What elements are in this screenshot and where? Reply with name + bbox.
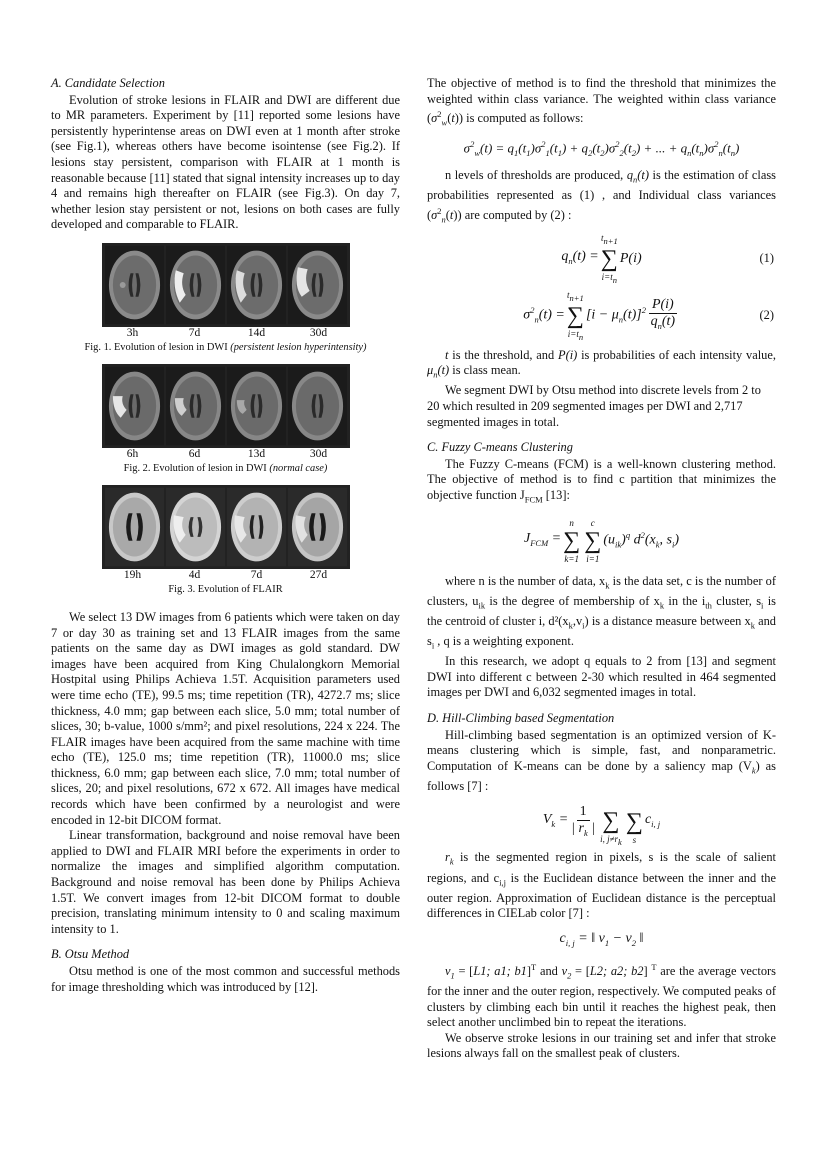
preprocessing-paragraph: Linear transformation, background and noise removal have been applied to DWI and FLAIR MRI before the experiments in order to normalize the images and simplified algorithm computation. Background and noise removal has been done by Philips Achieva 1.5T. We convert images from 12-bit DICOM format to double precision, translating minimum intensity to 0 and scaling maximum intensity to 1. (51, 828, 400, 936)
figure-1-images (102, 243, 350, 327)
equation-1-number: (1) (759, 250, 774, 265)
fcm-definitions-paragraph: where n is the number of data, $x_k$ is the data set, c is the number of clusters, $u_{ik}$ is the degree of membership of $x_k$ in the $i_{th}$ cluster, $s_i$ is the centroid of cluster i, $d^2(x_k,v_i)$ is a distance measure between $x_k$ and $s_i$ , q is a weighting exponent. (427, 574, 776, 651)
equation-2-number: (2) (759, 307, 774, 322)
fig3-label: 7d (250, 568, 263, 581)
fcm-research-paragraph: In this research, we adopt q equals to 2 from [13] and segment DWI into different c between 2-30 which resulted in 464 segmented images per DWI and 6,032 segmented images in total. (427, 654, 776, 700)
fig1-brain-30d (288, 245, 347, 325)
fig3-brain-7d (227, 487, 286, 567)
fig2-brain-6d (166, 366, 225, 446)
saliency-definitions-paragraph: $r_k$ is the segmented region in pixels, s is the scale of salient regions, and $c_{i,j}$ is the Euclidean distance between the inner and the outer region. Approximation of Euclidean distance is the perceptual differences in CIELab color [7] : (427, 850, 776, 921)
equation-within-class-variance: $\sigma^2_w(t) = q_1(t_1)\sigma^2_1(t_1) + q_2(t_2)\sigma^2_2(t_2)$ + ... + $q_n(t_n)\sigma^2_n(t_n)$ (463, 139, 740, 159)
section-a-paragraph: Evolution of stroke lesions in FLAIR and DWI are different due to MR parameters. Experiment by [11] reported some lesions have persistently hyperintense areas on DWI even at 1 month after stroke (see Fig.1), whereas others have become isointense (see Fig.2). If lesions stay persistent, comparison with FLAIR at 1 month is reasonable because [11] stated that signal intensity increases up to day 4 and remains high thereafter on FLAIR (see Fig.3). On day 7, whether lesion stay persistent or not, lesions on both cases are fully developed and comparable to FLAIR. (51, 92, 400, 232)
fig2-brain-13d (227, 366, 286, 446)
fig1-label: 7d (188, 326, 201, 339)
fig2-brain-6h (105, 366, 164, 446)
dataset-paragraph: We select 13 DW images from 6 patients which were taken on day 7 or day 30 as training set and 13 FLAIR images from the same patients on the same day as DWI images as gold standard. DW images have been acquired from King Chulalongkorn Memorial Hostpital using Philips Achieva 1.5T. Acquisition parameters used were time echo (TE), 99.5 ms; time repetition (TR), 4272.7 ms; slice thickness, 4.0 mm; gap between each slice, 5.0 mm; total number of slices, 30; b-value, 1000 s/mm²; and pixel resolutions, 224 x 224. The FLAIR images have been acquired from the same machine with time echo (TE), 125.0 ms; time repetition (TR), 11000.0 ms; slice thickness, 6.0 mm; gap between each slice, 7.0 mm; total number of slices, 20; and pixel resolutions, 672 x 672. All images have medical records which have been confirmed by a neurologist and were encoded in 12-bit DICOM format. (51, 609, 400, 827)
left-column (51, 76, 400, 995)
thresholds-paragraph: n levels of thresholds are produced, $q_n(t)$ is the estimation of class probabilities represented as (1) , and Individual class variances $(\sigma^2_n(t))$ are computed by (2) : (427, 167, 777, 225)
fig1-brain-3h (105, 245, 164, 325)
right-column (427, 76, 776, 1062)
equation-euclidean: $c_{i, j}$ = ‖ $v_1 - v_2$ ‖ (559, 930, 644, 948)
fig3-brain-27d (288, 487, 347, 567)
section-b-title: B. Otsu Method (51, 947, 130, 962)
figure-3 (51, 485, 400, 596)
equation-saliency: $V_k$ = $\frac{1}{| r_k |}$ ∑ i, $j\ne r_k$ ∑ s $c_{i, j}$ (542, 803, 661, 847)
fig1-label: 14d (247, 326, 266, 339)
hill-climbing-intro-paragraph: Hill-climbing based segmentation is an optimized version of K-means clustering which is simple, fast, and nonparametric. Computation of K-means can be done by a saliency map $(V_k)$ as follows [7] : (427, 727, 776, 793)
fig1-label: 30d (309, 326, 328, 339)
otsu-objective-paragraph: The objective of method is to find the threshold that minimizes the weighted within class variance. The weighted within class variance $(\sigma^2_w(t))$ is computed as follows: (427, 76, 776, 128)
observation-paragraph: We observe stroke lesions in our training set and infer that stroke lesions always fall on the smallest peak of clusters. (427, 1030, 776, 1061)
fig3-label: 27d (309, 568, 328, 581)
equation-fcm: $J_{FCM}$ = n ∑ k=1 c ∑ i=1 $(u_{ik})^q$ $d^2(x_k$, $s_i$) (524, 518, 679, 565)
equation-2: $\sigma^2_n(t)$ = $t_{n+1}$ ∑ $i=t_n$ $[i - \mu_n(t)]^2$ $\frac{P(i)}{q_n(t)}$ (2) (523, 289, 774, 342)
fig3-label: 4d (188, 568, 201, 581)
figure-1-caption: Fig. 1. Evolution of lesion in DWI (persistent lesion hyperintensity) (84, 341, 367, 353)
section-a-title: A. Candidate Selection (51, 76, 165, 90)
fig2-brain-30d (288, 366, 347, 446)
fcm-intro-paragraph: The Fuzzy C-means (FCM) is a well-known clustering method. The objective of method is to find c partition that minimizes the objective function $J_{FCM}$ [13]: (427, 456, 776, 505)
otsu-result-paragraph: We segment DWI by Otsu method into discrete levels from 2 to 20 which resulted in 209 segmented images per DWI and 2,717 segmented images in total. (427, 383, 761, 429)
figure-2 (51, 364, 400, 475)
figure-2-images (102, 364, 350, 448)
fig2-label: 30d (309, 447, 328, 460)
figure-3-caption: Fig. 3. Evolution of FLAIR (168, 583, 283, 595)
fig3-brain-19h (105, 487, 164, 567)
fig1-brain-14d (227, 245, 286, 325)
section-b-paragraph: Otsu method is one of the most common and successful methods for image thresholding which was introduced by [12]. (51, 964, 400, 994)
fig3-label: 19h (123, 568, 142, 581)
fig1-label: 3h (126, 326, 139, 339)
fig2-label: 6d (188, 447, 201, 460)
threshold-definition-paragraph: t is the threshold, and P(i) is probabilities of each intensity value, $\mu_n(t)$ is class mean. (427, 347, 776, 380)
section-c-title: C. Fuzzy C-means Clustering (427, 440, 573, 455)
figure-1-labels (102, 327, 350, 340)
fig2-label: 6h (126, 447, 139, 460)
fig3-brain-4d (166, 487, 225, 567)
vectors-paragraph: $v_1 = [L1$; a1; b1]$^T$ and $v_2 = [L2$; a2; b2] $^T$ are the average vectors for the inner and the outer region, respectively. We computed peaks of clusters by climbing each bin until it reaches the highest peak, then select another unclimbed bin to repeat the iterations. (427, 961, 776, 1030)
figure-2-caption: Fig. 2. Evolution of lesion in DWI (normal case) (123, 462, 328, 474)
figure-3-labels (102, 569, 350, 582)
fig1-brain-7d (166, 245, 225, 325)
equation-1: $q_n(t)$ = $t_{n+1}$ ∑ $i=t_n$ P(i) (1) (561, 232, 774, 285)
figure-1 (51, 243, 400, 354)
figure-3-images (102, 485, 350, 569)
section-d-title: D. Hill-Climbing based Segmentation (427, 711, 615, 726)
figure-2-labels (102, 448, 350, 461)
fig2-label: 13d (247, 447, 266, 460)
